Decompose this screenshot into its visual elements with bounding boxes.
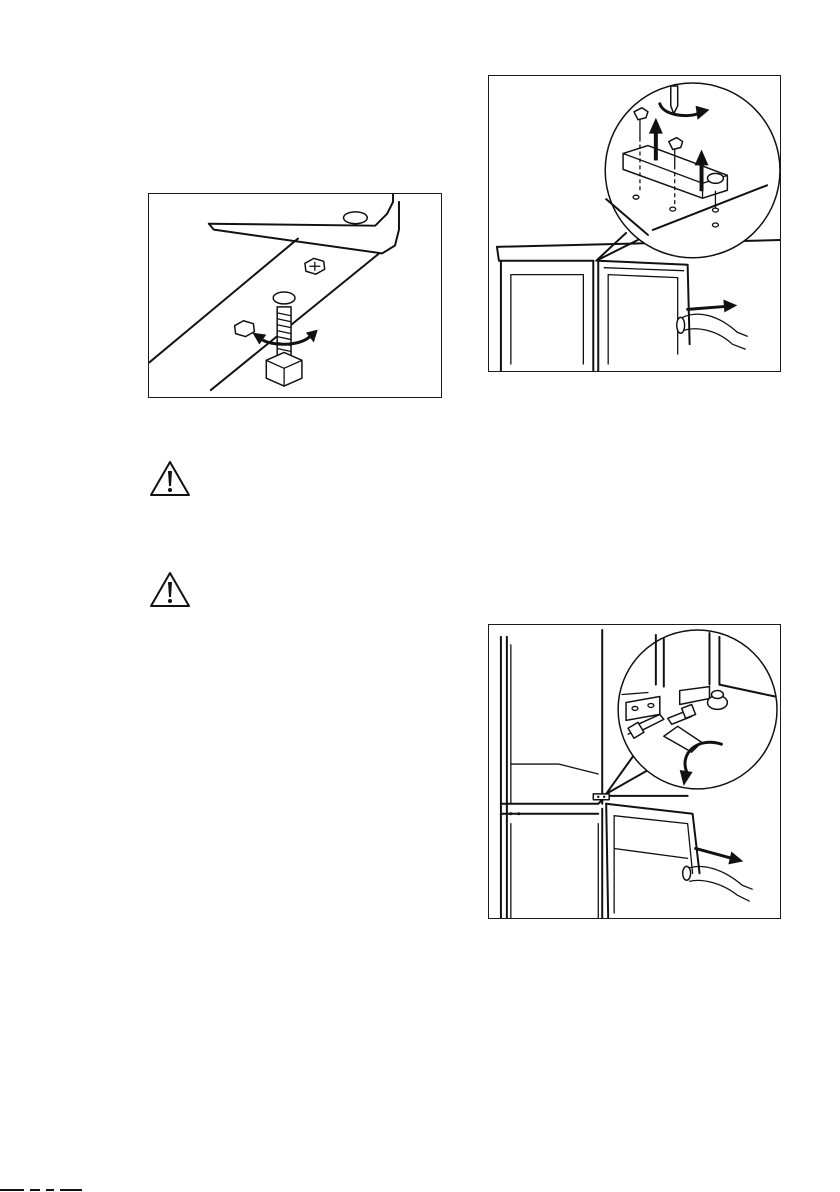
adjustable-foot-screw-icon [149, 194, 441, 397]
top-hinge-removal-icon [489, 76, 780, 371]
page-edge-mark [0, 1188, 90, 1192]
middle-hinge-removal-icon [489, 625, 780, 918]
warning-triangle-icon [148, 570, 192, 610]
remove-top-hinge-illustration [488, 75, 781, 372]
warning-triangle-icon [148, 459, 192, 499]
adjust-foot-illustration [148, 193, 442, 398]
remove-middle-hinge-illustration [488, 624, 781, 919]
